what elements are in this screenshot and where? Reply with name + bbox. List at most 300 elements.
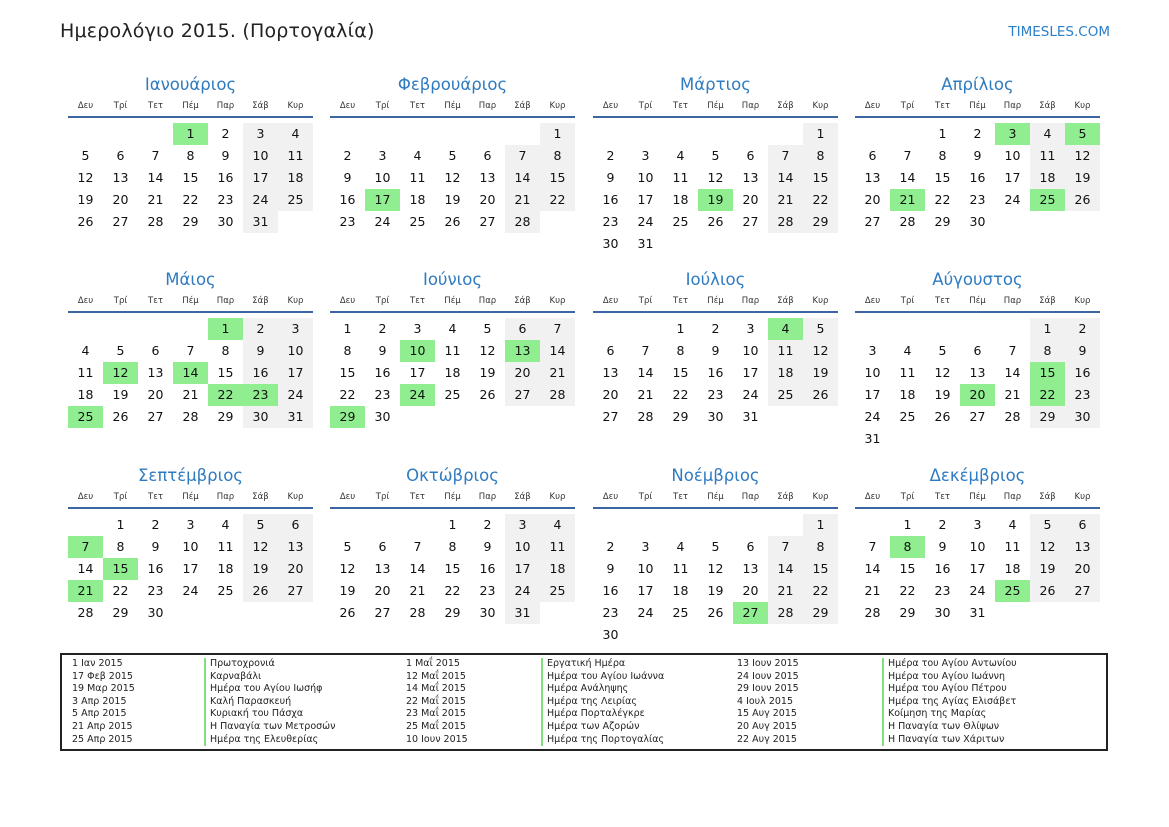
day-cell: 19 bbox=[1065, 167, 1100, 189]
empty-cell bbox=[960, 428, 995, 450]
weekday-label: Σάβ bbox=[252, 101, 269, 111]
holiday-day-cell: 1 bbox=[208, 318, 243, 340]
empty-cell bbox=[890, 428, 925, 450]
day-cell: 17 bbox=[278, 362, 313, 384]
weekday-label: Τρί bbox=[900, 296, 915, 306]
day-cell: 26 bbox=[339, 605, 356, 620]
empty-cell bbox=[628, 318, 663, 340]
day-cell: 8 bbox=[803, 536, 838, 558]
empty-cell bbox=[663, 123, 698, 145]
day-cell: 8 bbox=[540, 145, 575, 167]
week-row bbox=[855, 340, 1100, 362]
weekday-header bbox=[68, 487, 313, 509]
day-cell: 9 bbox=[343, 170, 352, 185]
week-row bbox=[593, 211, 838, 233]
day-cell: 16 bbox=[374, 365, 391, 380]
day-cell: 4 bbox=[221, 517, 230, 532]
empty-cell bbox=[173, 318, 208, 340]
empty-cell bbox=[855, 514, 890, 536]
day-cell: 24 bbox=[182, 583, 199, 598]
legend-dates-col1 bbox=[72, 658, 135, 746]
day-cell: 1 bbox=[803, 123, 838, 145]
day-cell: 3 bbox=[641, 539, 650, 554]
weekday-label: Τρί bbox=[375, 296, 390, 306]
month-calendar bbox=[855, 465, 1100, 624]
day-cell: 3 bbox=[413, 321, 422, 336]
day-cell: 9 bbox=[938, 539, 947, 554]
empty-cell bbox=[330, 514, 365, 536]
empty-cell bbox=[855, 318, 890, 340]
week-row bbox=[330, 318, 575, 340]
day-cell: 18 bbox=[409, 192, 426, 207]
empty-cell bbox=[243, 602, 278, 624]
week-row bbox=[330, 145, 575, 167]
weekday-label: Τρί bbox=[113, 101, 128, 111]
weekday-header bbox=[593, 291, 838, 313]
day-cell: 2 bbox=[378, 321, 387, 336]
legend-holiday-name: Εργατική Ημέρα bbox=[547, 658, 626, 669]
month-calendar bbox=[855, 74, 1100, 233]
weekday-label: Τετ bbox=[148, 296, 163, 306]
day-cell: 27 bbox=[864, 214, 881, 229]
weekday-label: Δευ bbox=[864, 492, 881, 502]
weekday-label: Πέμ bbox=[444, 101, 461, 111]
week-row bbox=[855, 428, 1100, 450]
day-cell: 27 bbox=[479, 214, 496, 229]
legend-date: 1 Ιαν 2015 bbox=[72, 658, 123, 669]
day-cell: 18 bbox=[77, 387, 94, 402]
day-cell: 21 bbox=[182, 387, 199, 402]
day-cell: 7 bbox=[540, 318, 575, 340]
day-cell: 5 bbox=[448, 148, 457, 163]
day-cell: 28 bbox=[1004, 409, 1021, 424]
weekday-label: Σάβ bbox=[252, 492, 269, 502]
week-row bbox=[855, 211, 1100, 233]
empty-cell bbox=[698, 624, 733, 646]
weekday-label: Σάβ bbox=[514, 296, 531, 306]
day-cell: 4 bbox=[1008, 517, 1017, 532]
week-row bbox=[68, 602, 313, 624]
day-cell: 17 bbox=[243, 167, 278, 189]
day-cell: 20 bbox=[864, 192, 881, 207]
empty-cell bbox=[628, 624, 663, 646]
legend-dates-col2 bbox=[406, 658, 468, 746]
day-cell: 2 bbox=[343, 148, 352, 163]
month-calendar bbox=[330, 74, 575, 233]
weekday-label: Σάβ bbox=[514, 492, 531, 502]
day-cell: 23 bbox=[374, 387, 391, 402]
weekday-label: Δευ bbox=[339, 296, 356, 306]
week-row bbox=[68, 189, 313, 211]
day-cell: 8 bbox=[221, 343, 230, 358]
day-cell: 18 bbox=[768, 362, 803, 384]
day-cell: 14 bbox=[505, 167, 540, 189]
holiday-day-cell: 25 bbox=[68, 406, 103, 428]
day-cell: 23 bbox=[602, 214, 619, 229]
empty-cell bbox=[1065, 602, 1100, 624]
day-cell: 13 bbox=[112, 170, 129, 185]
day-cell: 23 bbox=[934, 583, 951, 598]
day-cell: 5 bbox=[1030, 514, 1065, 536]
empty-cell bbox=[593, 318, 628, 340]
week-row bbox=[330, 558, 575, 580]
weekday-label: Σάβ bbox=[777, 101, 794, 111]
day-cell: 17 bbox=[505, 558, 540, 580]
holiday-day-cell: 19 bbox=[698, 189, 733, 211]
week-row bbox=[68, 123, 313, 145]
day-cell: 27 bbox=[147, 409, 164, 424]
day-cell: 19 bbox=[1030, 558, 1065, 580]
weekday-label: Τετ bbox=[673, 296, 688, 306]
day-cell: 10 bbox=[243, 145, 278, 167]
day-cell: 22 bbox=[803, 580, 838, 602]
day-cell: 9 bbox=[606, 561, 615, 576]
day-cell: 15 bbox=[803, 167, 838, 189]
month-calendar bbox=[330, 269, 575, 428]
weekday-label: Δευ bbox=[339, 101, 356, 111]
month-title: Σεπτέμβριος bbox=[138, 466, 243, 485]
day-cell: 13 bbox=[969, 365, 986, 380]
weekday-label: Δευ bbox=[602, 296, 619, 306]
day-cell: 22 bbox=[803, 189, 838, 211]
day-cell: 6 bbox=[151, 343, 160, 358]
weekday-label: Κυρ bbox=[287, 101, 304, 111]
day-cell: 28 bbox=[182, 409, 199, 424]
week-row bbox=[593, 384, 838, 406]
day-cell: 26 bbox=[707, 605, 724, 620]
weekday-label: Σάβ bbox=[777, 296, 794, 306]
empty-cell bbox=[733, 624, 768, 646]
week-row bbox=[855, 167, 1100, 189]
weekday-label: Τρί bbox=[638, 492, 653, 502]
weekday-label: Πέμ bbox=[444, 492, 461, 502]
weekday-label: Πέμ bbox=[969, 492, 986, 502]
weekday-header bbox=[330, 96, 575, 118]
holiday-day-cell: 20 bbox=[960, 384, 995, 406]
day-cell: 14 bbox=[768, 558, 803, 580]
day-cell: 17 bbox=[182, 561, 199, 576]
day-cell: 16 bbox=[339, 192, 356, 207]
day-cell: 29 bbox=[1030, 406, 1065, 428]
week-row bbox=[593, 536, 838, 558]
weekday-header bbox=[855, 291, 1100, 313]
day-cell: 22 bbox=[540, 189, 575, 211]
day-cell: 24 bbox=[637, 214, 654, 229]
day-cell: 5 bbox=[711, 539, 720, 554]
weekday-label: Τρί bbox=[113, 492, 128, 502]
day-cell: 28 bbox=[768, 211, 803, 233]
weekday-label: Πέμ bbox=[707, 101, 724, 111]
legend-holiday-name: Ημέρα του Αγίου Ιωάννα bbox=[547, 670, 665, 682]
empty-cell bbox=[593, 123, 628, 145]
day-cell: 27 bbox=[1065, 580, 1100, 602]
day-cell: 8 bbox=[938, 148, 947, 163]
day-cell: 11 bbox=[672, 561, 689, 576]
empty-cell bbox=[278, 211, 313, 233]
day-cell: 30 bbox=[602, 236, 619, 251]
day-cell: 10 bbox=[637, 170, 654, 185]
day-cell: 18 bbox=[217, 561, 234, 576]
empty-cell bbox=[995, 428, 1030, 450]
holiday-day-cell: 21 bbox=[890, 189, 925, 211]
day-cell: 3 bbox=[868, 343, 877, 358]
day-cell: 10 bbox=[1004, 148, 1021, 163]
week-row bbox=[68, 536, 313, 558]
month-calendar bbox=[855, 269, 1100, 450]
day-cell: 30 bbox=[707, 409, 724, 424]
day-cell: 17 bbox=[742, 365, 759, 380]
day-cell: 21 bbox=[505, 189, 540, 211]
day-cell: 24 bbox=[864, 409, 881, 424]
day-cell: 8 bbox=[116, 539, 125, 554]
week-row bbox=[68, 580, 313, 602]
day-cell: 24 bbox=[637, 605, 654, 620]
day-cell: 5 bbox=[711, 148, 720, 163]
empty-cell bbox=[890, 318, 925, 340]
day-cell: 26 bbox=[707, 214, 724, 229]
day-cell: 20 bbox=[278, 558, 313, 580]
legend-holiday-name: Ημέρα του Αγίου Πέτρου bbox=[888, 683, 1007, 695]
day-cell: 29 bbox=[803, 602, 838, 624]
weekday-label: Δευ bbox=[602, 101, 619, 111]
day-cell: 10 bbox=[969, 539, 986, 554]
day-cell: 31 bbox=[864, 431, 881, 446]
empty-cell bbox=[803, 233, 838, 255]
empty-cell bbox=[365, 123, 400, 145]
day-cell: 21 bbox=[540, 362, 575, 384]
day-cell: 26 bbox=[77, 214, 94, 229]
legend-date: 4 Ιουλ 2015 bbox=[737, 695, 793, 707]
weekday-label: Παρ bbox=[216, 101, 235, 111]
empty-cell bbox=[698, 514, 733, 536]
legend-date: 3 Απρ 2015 bbox=[72, 695, 127, 707]
day-cell: 19 bbox=[339, 583, 356, 598]
day-cell: 28 bbox=[637, 409, 654, 424]
legend-holiday-name: Η Παναγία των Χάριτων bbox=[888, 733, 1005, 745]
day-grid bbox=[330, 318, 575, 428]
day-cell: 18 bbox=[540, 558, 575, 580]
day-cell: 31 bbox=[969, 605, 986, 620]
week-row bbox=[855, 514, 1100, 536]
weekday-label: Δευ bbox=[864, 101, 881, 111]
day-cell: 21 bbox=[637, 387, 654, 402]
day-cell: 9 bbox=[378, 343, 387, 358]
weekday-label: Παρ bbox=[741, 296, 760, 306]
legend-date: 25 Απρ 2015 bbox=[72, 733, 133, 745]
weekday-label: Κυρ bbox=[549, 101, 566, 111]
holiday-day-cell: 27 bbox=[733, 602, 768, 624]
day-cell: 12 bbox=[1065, 145, 1100, 167]
empty-cell bbox=[768, 624, 803, 646]
empty-cell bbox=[330, 123, 365, 145]
day-cell: 19 bbox=[479, 365, 496, 380]
empty-cell bbox=[995, 602, 1030, 624]
day-cell: 21 bbox=[1004, 387, 1021, 402]
legend-date: 17 Φεβ 2015 bbox=[72, 670, 133, 682]
day-cell: 12 bbox=[707, 170, 724, 185]
week-row bbox=[330, 211, 575, 233]
holiday-day-cell: 1 bbox=[173, 123, 208, 145]
empty-cell bbox=[663, 514, 698, 536]
weekday-label: Παρ bbox=[741, 492, 760, 502]
day-cell: 25 bbox=[217, 583, 234, 598]
site-link[interactable]: TIMESLES.COM bbox=[1008, 24, 1110, 40]
day-cell: 1 bbox=[938, 126, 947, 141]
day-cell: 20 bbox=[112, 192, 129, 207]
empty-cell bbox=[768, 233, 803, 255]
day-grid bbox=[855, 318, 1100, 450]
legend-holiday-name: Κοίμηση της Μαρίας bbox=[888, 708, 987, 720]
day-cell: 15 bbox=[672, 365, 689, 380]
day-cell: 28 bbox=[768, 602, 803, 624]
day-cell: 3 bbox=[746, 321, 755, 336]
day-cell: 22 bbox=[339, 387, 356, 402]
day-cell: 5 bbox=[116, 343, 125, 358]
day-cell: 12 bbox=[339, 561, 356, 576]
day-cell: 11 bbox=[768, 340, 803, 362]
weekday-label: Τρί bbox=[638, 296, 653, 306]
empty-cell bbox=[173, 602, 208, 624]
day-cell: 30 bbox=[147, 605, 164, 620]
day-cell: 23 bbox=[339, 214, 356, 229]
day-cell: 7 bbox=[768, 145, 803, 167]
day-cell: 12 bbox=[707, 561, 724, 576]
legend-date: 14 Μαΐ 2015 bbox=[406, 683, 466, 695]
legend-date: 25 Μαΐ 2015 bbox=[406, 720, 466, 732]
weekday-label: Κυρ bbox=[812, 101, 829, 111]
legend-names-col2 bbox=[541, 658, 664, 746]
legend-date: 12 Μαΐ 2015 bbox=[406, 670, 466, 682]
day-cell: 5 bbox=[938, 343, 947, 358]
weekday-label: Παρ bbox=[1003, 492, 1022, 502]
day-cell: 14 bbox=[864, 561, 881, 576]
empty-cell bbox=[400, 123, 435, 145]
weekday-label: Κυρ bbox=[287, 492, 304, 502]
day-cell: 21 bbox=[768, 580, 803, 602]
holiday-day-cell: 14 bbox=[173, 362, 208, 384]
day-cell: 16 bbox=[602, 583, 619, 598]
day-cell: 16 bbox=[243, 362, 278, 384]
day-cell: 23 bbox=[1065, 384, 1100, 406]
day-cell: 8 bbox=[343, 343, 352, 358]
week-row bbox=[330, 580, 575, 602]
weekday-label: Παρ bbox=[478, 296, 497, 306]
empty-cell bbox=[365, 514, 400, 536]
empty-cell bbox=[855, 123, 890, 145]
day-cell: 12 bbox=[1030, 536, 1065, 558]
month-title: Αύγουστος bbox=[932, 270, 1023, 289]
day-cell: 5 bbox=[803, 318, 838, 340]
holiday-day-cell: 7 bbox=[68, 536, 103, 558]
day-cell: 20 bbox=[1065, 558, 1100, 580]
legend-holiday-name: Πρωτοχρονιά bbox=[210, 658, 275, 669]
day-cell: 4 bbox=[1030, 123, 1065, 145]
day-cell: 23 bbox=[147, 583, 164, 598]
legend-holiday-name: Καλή Παρασκευή bbox=[210, 695, 292, 707]
empty-cell bbox=[68, 514, 103, 536]
week-row bbox=[593, 318, 838, 340]
weekday-label: Πέμ bbox=[969, 296, 986, 306]
legend-date: 22 Αυγ 2015 bbox=[737, 733, 797, 745]
week-row bbox=[593, 189, 838, 211]
weekday-label: Τρί bbox=[900, 101, 915, 111]
holiday-day-cell: 13 bbox=[505, 340, 540, 362]
day-cell: 5 bbox=[81, 148, 90, 163]
day-cell: 14 bbox=[899, 170, 916, 185]
week-row bbox=[855, 318, 1100, 340]
day-cell: 24 bbox=[742, 387, 759, 402]
day-cell: 25 bbox=[278, 189, 313, 211]
week-row bbox=[68, 211, 313, 233]
day-cell: 19 bbox=[803, 362, 838, 384]
empty-cell bbox=[628, 123, 663, 145]
day-cell: 26 bbox=[243, 580, 278, 602]
day-cell: 2 bbox=[938, 517, 947, 532]
holiday-day-cell: 25 bbox=[995, 580, 1030, 602]
empty-cell bbox=[540, 406, 575, 428]
day-cell: 2 bbox=[243, 318, 278, 340]
day-cell: 6 bbox=[278, 514, 313, 536]
legend-date: 10 Ιουν 2015 bbox=[406, 733, 468, 745]
day-grid bbox=[593, 123, 838, 255]
day-cell: 19 bbox=[707, 583, 724, 598]
empty-cell bbox=[768, 123, 803, 145]
week-row bbox=[593, 558, 838, 580]
empty-cell bbox=[803, 624, 838, 646]
holiday-day-cell: 5 bbox=[1065, 123, 1100, 145]
weekday-label: Τρί bbox=[638, 101, 653, 111]
legend-names-col1 bbox=[204, 658, 335, 746]
legend-holiday-name: Ημέρα της Λειρίας bbox=[547, 695, 637, 707]
day-cell: 23 bbox=[969, 192, 986, 207]
day-cell: 27 bbox=[505, 384, 540, 406]
day-cell: 25 bbox=[768, 384, 803, 406]
week-row bbox=[330, 514, 575, 536]
day-cell: 21 bbox=[147, 192, 164, 207]
empty-cell bbox=[925, 428, 960, 450]
day-cell: 27 bbox=[278, 580, 313, 602]
day-cell: 9 bbox=[483, 539, 492, 554]
day-cell: 19 bbox=[243, 558, 278, 580]
day-cell: 4 bbox=[413, 148, 422, 163]
day-cell: 22 bbox=[182, 192, 199, 207]
weekday-label: Δευ bbox=[864, 296, 881, 306]
day-cell: 6 bbox=[483, 148, 492, 163]
day-cell: 29 bbox=[899, 605, 916, 620]
month-title: Δεκέμβριος bbox=[929, 466, 1026, 485]
week-row bbox=[855, 362, 1100, 384]
day-cell: 30 bbox=[1065, 406, 1100, 428]
day-cell: 27 bbox=[374, 605, 391, 620]
day-cell: 3 bbox=[973, 517, 982, 532]
day-cell: 18 bbox=[672, 192, 689, 207]
legend-date: 22 Μαΐ 2015 bbox=[406, 695, 466, 707]
weekday-label: Τετ bbox=[410, 492, 425, 502]
holiday-day-cell: 12 bbox=[103, 362, 138, 384]
week-row bbox=[855, 536, 1100, 558]
day-cell: 20 bbox=[602, 387, 619, 402]
weekday-label: Πέμ bbox=[182, 101, 199, 111]
empty-cell bbox=[435, 123, 470, 145]
day-cell: 16 bbox=[934, 561, 951, 576]
holiday-day-cell: 10 bbox=[400, 340, 435, 362]
legend-holiday-name: Ημέρα του Αγίου Ιωάννη bbox=[888, 670, 1006, 682]
week-row bbox=[330, 536, 575, 558]
legend-holiday-name: Η Παναγία των Θλίψων bbox=[888, 720, 1000, 732]
day-cell: 13 bbox=[374, 561, 391, 576]
day-cell: 29 bbox=[444, 605, 461, 620]
holiday-day-cell: 17 bbox=[365, 189, 400, 211]
